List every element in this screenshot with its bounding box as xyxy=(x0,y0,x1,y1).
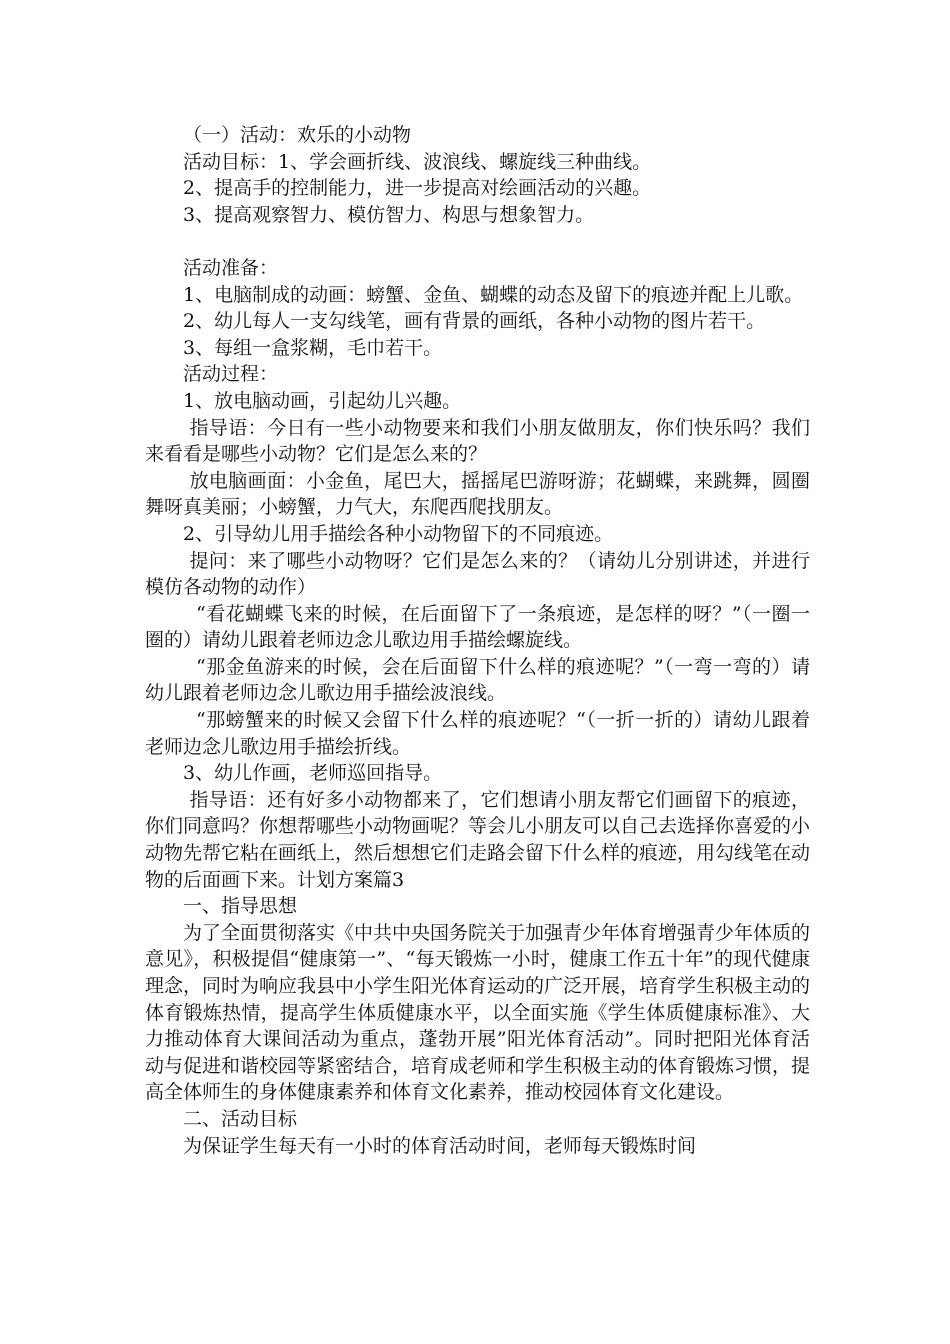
section-heading: 一、指导思想 xyxy=(183,895,298,918)
paragraph: 2、幼儿每人一支勾线笔，画有背景的画纸，各种小动物的图片若干。 xyxy=(183,310,766,333)
paragraph: 为了全面贯彻落实《中共中央国务院关于加强青少年体育增强青少年体质的意见》，积极提倡“健康第一”、“每天锻炼一小时，健康工作五十年”的现代健康理念，同时为响应我县中小学生阳光体育运动的广泛开展，培育学生积极主动的体育锻炼热情，提高学生体质健康水平，以全面实施《学生体质健康标准》、大力推动体育大课间活动为重点，蓬勃开展”阳光体育活动”。同时把阳光体育活动与促进和谐校园等紧密结合，培育成老师和学生积极主动的体育锻炼习惯，提高全体师生的身体健康素养和体育文化素养，推动校园体育文化建设。 xyxy=(145,921,811,1104)
paragraph: 指导语：今日有一些小动物要来和我们小朋友做朋友，你们快乐吗？我们来看看是哪些小动物？它们是怎么来的？ xyxy=(145,416,810,466)
paragraph: “看花蝴蝶飞来的时候，在后面留下了一条痕迹，是怎样的呀？”（一圈一圈的）请幼儿跟着老师边念儿歌边用手描绘螺旋线。 xyxy=(145,602,810,652)
paragraph: 1、电脑制成的动画：螃蟹、金鱼、蝴蝶的动态及留下的痕迹并配上儿歌。 xyxy=(183,283,804,306)
document-body xyxy=(145,122,810,1159)
paragraph: 活动过程： xyxy=(183,363,279,386)
paragraph: 2、引导幼儿用手描绘各种小动物留下的不同痕迹。 xyxy=(183,522,614,545)
section-heading: 二、活动目标 xyxy=(183,1107,298,1130)
section-heading: （一）活动：欢乐的小动物 xyxy=(183,124,412,146)
paragraph: 活动目标：1、学会画折线、波浪线、螺旋线三种曲线。 xyxy=(183,150,652,173)
paragraph: “那金鱼游来的时候，会在后面留下什么样的痕迹呢？”（一弯一弯的）请幼儿跟着老师边念儿歌边用手描绘波浪线。 xyxy=(145,655,810,705)
paragraph: 3、每组一盒浆糊，毛巾若干。 xyxy=(183,336,443,359)
paragraph: 活动准备： xyxy=(183,256,279,279)
paragraph: 指导语：还有好多小动物都来了，它们想请小朋友帮它们画留下的痕迹，你们同意吗？你想帮哪些小动物画呢？等会儿小朋友可以自己去选择你喜爱的小动物先帮它粘在画纸上，然后想想它们走路会留下什么样的痕迹，用勾线笔在动物的后面画下来。计划方案篇3 xyxy=(145,788,811,891)
paragraph: 3、幼儿作画，老师巡回指导。 xyxy=(183,762,443,785)
paragraph: 提问：来了哪些小动物呀？它们是怎么来的？（请幼儿分别讲述，并进行模仿各动物的动作） xyxy=(145,549,810,599)
paragraph: 放电脑画面：小金鱼，尾巴大，摇摇尾巴游呀游；花蝴蝶，来跳舞，圆圈舞呀真美丽；小螃蟹，力气大，东爬西爬找朋友。 xyxy=(145,469,810,519)
blank-line xyxy=(145,228,810,255)
paragraph: 1、放电脑动画，引起幼儿兴趣。 xyxy=(183,389,462,412)
paragraph: “那螃蟹来的时候又会留下什么样的痕迹呢？“（一折一折的）请幼儿跟着老师边念儿歌边用手描绘折线。 xyxy=(145,709,810,758)
paragraph: 为保证学生每天有一小时的体育活动时间，老师每天锻炼时间 xyxy=(183,1134,697,1157)
paragraph: 2、提高手的控制能力，进一步提高对绘画活动的兴趣。 xyxy=(183,177,652,200)
paragraph: 3、提高观察智力、模仿智力、构思与想象智力。 xyxy=(183,203,595,226)
